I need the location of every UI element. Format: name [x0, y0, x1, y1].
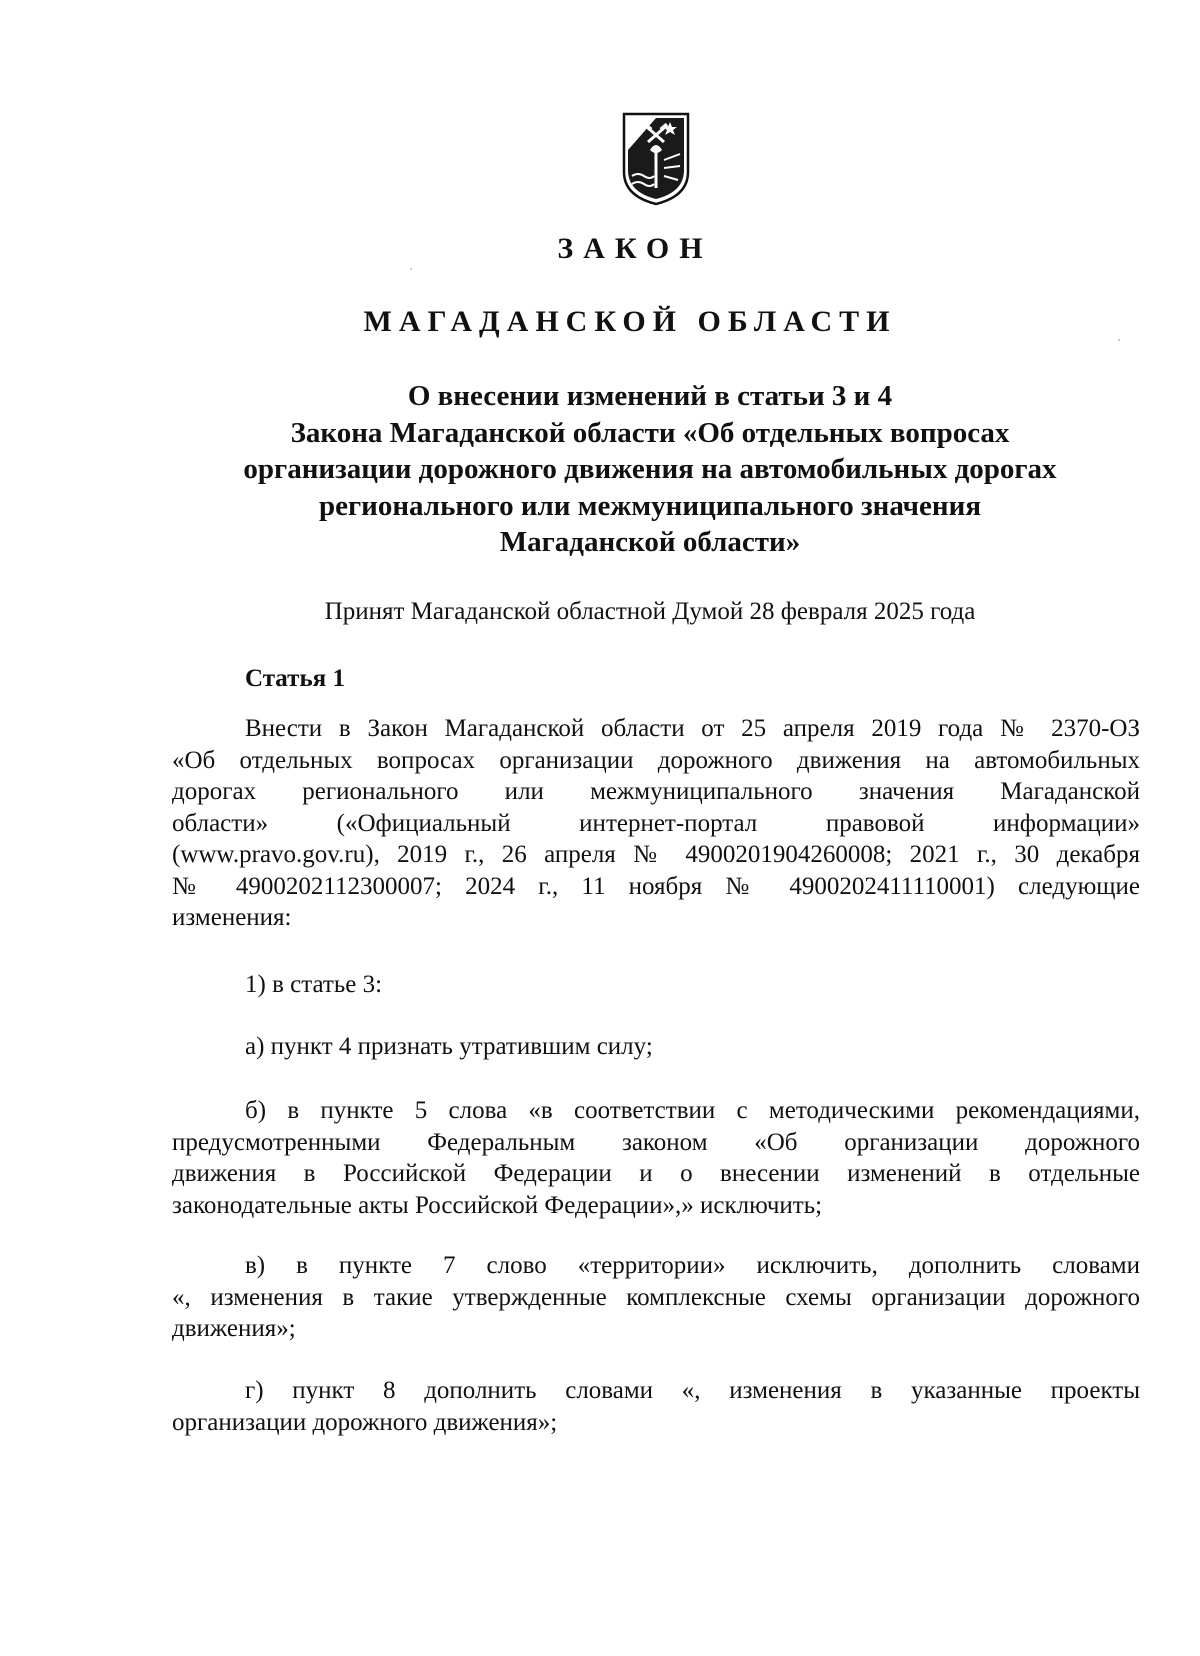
paragraph-line: движения»;: [172, 1315, 296, 1342]
paragraph-line: 1) в статье 3:: [245, 971, 383, 998]
paragraph-line: законодательные акты Российской Федерации»,» исключить;: [172, 1191, 823, 1219]
law-title-line: Магаданской области»: [499, 526, 801, 558]
scan-speck: [410, 268, 412, 270]
adoption-statement: Принят Магаданской областной Думой 28 февраля 2025 года: [324, 598, 976, 625]
paragraph-line: г) пункт 8 дополнить словами «, изменения в указанные проекты: [245, 1377, 1140, 1404]
paragraph-line: Внести в Закон Магаданской области от 25 апреля 2019 года № 2370-ОЗ: [245, 715, 1140, 742]
law-title-line: организации дорожного движения на автомобильных дорогах: [243, 453, 1057, 485]
law-title: [170, 378, 1130, 561]
paragraph-line: в) в пункте 7 слово «территории» исключить, дополнить словами: [245, 1252, 1140, 1279]
document-type-heading: ЗАКОН: [557, 232, 713, 265]
paragraph-line: области» («Официальный интернет-портал правовой информации»: [172, 809, 1140, 837]
article-heading: Статья 1: [245, 665, 345, 692]
law-title-line: Закона Магаданской области «Об отдельных вопросах: [290, 416, 1010, 449]
item-a: [172, 1031, 1140, 1063]
item-g: [172, 1375, 1140, 1438]
paragraph-line: движения в Российской Федерации и о внесении изменений в отдельные: [172, 1160, 1140, 1187]
law-title-line: О внесении изменений в статьи 3 и 4: [407, 380, 893, 412]
item-1: [172, 969, 1140, 1001]
item-v: [172, 1250, 1140, 1345]
paragraph-line: (www.pravo.gov.ru), 2019 г., 26 апреля № 4900201904260008; 2021 г., 30 декабря: [172, 841, 1140, 868]
paragraph-line: предусмотренными Федеральным законом «Об организации дорожного: [172, 1128, 1140, 1156]
paragraph-line: дорогах регионального или межмуниципального значения Магаданской: [172, 778, 1140, 805]
paragraph-line: а) пункт 4 признать утратившим силу;: [245, 1033, 653, 1060]
article-intro-paragraph: [172, 713, 1140, 934]
paragraph-line: изменения:: [172, 904, 292, 931]
region-heading: МАГАДАНСКОЙ ОБЛАСТИ: [363, 305, 897, 338]
paragraph-line: «, изменения в такие утвержденные комплексные схемы организации дорожного: [172, 1283, 1140, 1311]
paragraph-line: № 4900202112300007; 2024 г., 11 ноября № 4900202411110001) следующие: [172, 872, 1140, 900]
scan-speck: [1118, 339, 1120, 341]
law-title-line: регионального или межмуниципального значения: [318, 489, 982, 522]
paragraph-line: организации дорожного движения»;: [172, 1408, 558, 1436]
paragraph-line: «Об отдельных вопросах организации дорожного движения на автомобильных: [172, 746, 1140, 774]
paragraph-line: б) в пункте 5 слова «в соответствии с методическими рекомендациями,: [245, 1097, 1140, 1124]
coat-of-arms-icon: [620, 110, 692, 206]
item-b: [172, 1095, 1140, 1221]
